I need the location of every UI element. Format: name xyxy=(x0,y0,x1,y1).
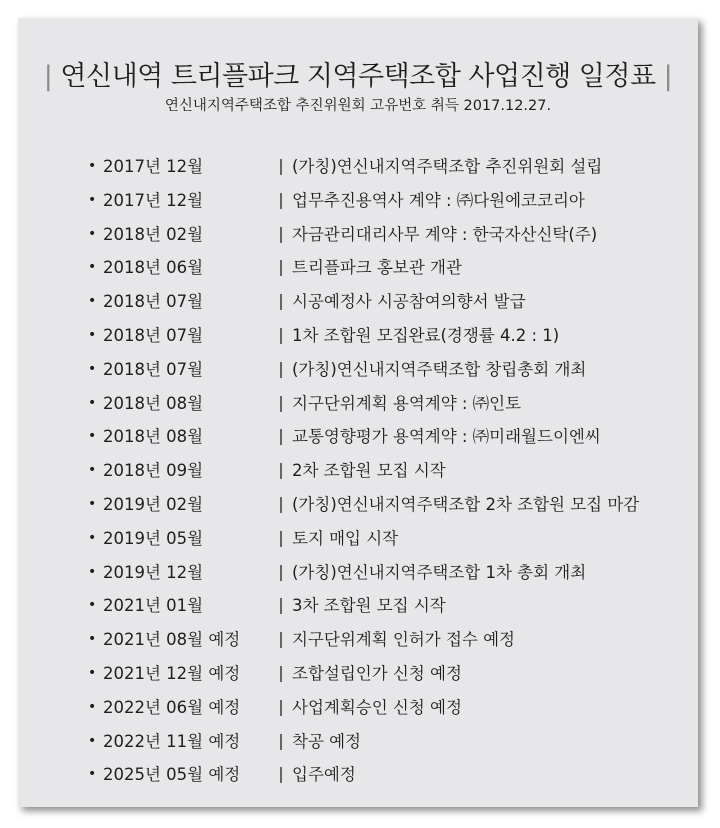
separator-divider xyxy=(280,193,282,209)
schedule-row xyxy=(18,454,698,488)
schedule-date: 2018년 08월 xyxy=(103,427,204,447)
separator-divider xyxy=(280,497,282,513)
schedule-description: 3차 조합원 모집 시작 xyxy=(292,596,446,616)
schedule-description: 업무추진용역사 계약 : ㈜다원에코코리아 xyxy=(292,190,585,210)
schedule-row xyxy=(18,691,698,725)
title-text: 연신내역 트리플파크 지역주택조합 사업진행 일정표 xyxy=(60,61,656,92)
separator-divider xyxy=(280,531,282,547)
schedule-card xyxy=(18,18,698,807)
bullet-icon: • xyxy=(88,259,97,276)
bullet-icon: • xyxy=(88,191,97,208)
bullet-icon: • xyxy=(88,597,97,614)
schedule-description: 사업계획승인 신청 예정 xyxy=(292,697,462,717)
schedule-description: 트리플파크 홍보관 개관 xyxy=(292,258,462,278)
separator-divider xyxy=(280,294,282,310)
title-bar-left: | xyxy=(43,61,53,92)
schedule-date: 2022년 06월 예정 xyxy=(103,697,241,717)
bullet-icon: • xyxy=(88,495,97,512)
schedule-date: 2022년 11월 예정 xyxy=(103,731,241,751)
separator-divider xyxy=(280,260,282,276)
bullet-icon: • xyxy=(88,631,97,648)
schedule-description: (가칭)연신내지역주택조합 창립총회 개최 xyxy=(292,359,587,379)
schedule-list xyxy=(18,150,698,792)
bullet-icon: • xyxy=(88,698,97,715)
schedule-row xyxy=(18,623,698,657)
schedule-date: 2025년 05월 예정 xyxy=(103,765,241,785)
schedule-row xyxy=(18,251,698,285)
schedule-date: 2019년 12월 xyxy=(103,562,204,582)
schedule-description: (가칭)연신내지역주택조합 1차 총회 개최 xyxy=(292,562,587,582)
schedule-row xyxy=(18,387,698,421)
bullet-icon: • xyxy=(88,664,97,681)
schedule-date: 2018년 09월 xyxy=(103,461,204,481)
schedule-date: 2019년 02월 xyxy=(103,494,204,514)
schedule-description: 교통영향평가 용역계약 : ㈜미래월드이엔씨 xyxy=(292,427,601,447)
bullet-icon: • xyxy=(88,394,97,411)
page-subtitle: 연신내지역주택조합 추진위원회 고유번호 취득 2017.12.27. xyxy=(164,98,552,114)
schedule-description: 1차 조합원 모집완료(경쟁률 4.2 : 1) xyxy=(292,325,560,345)
schedule-row xyxy=(18,522,698,556)
schedule-row xyxy=(18,218,698,252)
title-bar-right: | xyxy=(663,61,673,92)
schedule-date: 2017년 12월 xyxy=(103,190,204,210)
schedule-date: 2018년 06월 xyxy=(103,258,204,278)
schedule-row xyxy=(18,488,698,522)
separator-divider xyxy=(280,565,282,581)
schedule-date: 2018년 07월 xyxy=(103,359,204,379)
page-title xyxy=(18,54,698,93)
bullet-icon: • xyxy=(88,428,97,445)
separator-divider xyxy=(280,429,282,445)
bullet-icon: • xyxy=(88,732,97,749)
bullet-icon: • xyxy=(88,462,97,479)
bullet-icon: • xyxy=(88,225,97,242)
schedule-description: 지구단위계획 인허가 접수 예정 xyxy=(292,630,515,650)
bullet-icon: • xyxy=(88,158,97,174)
separator-divider xyxy=(280,396,282,412)
schedule-date: 2021년 01월 xyxy=(103,596,204,616)
schedule-row xyxy=(18,725,698,759)
schedule-description: 시공예정사 시공참여의향서 발급 xyxy=(292,292,526,312)
schedule-date: 2018년 08월 xyxy=(103,393,204,413)
schedule-date: 2018년 07월 xyxy=(103,325,204,345)
separator-divider xyxy=(280,700,282,716)
schedule-date: 2021년 12월 예정 xyxy=(103,663,241,683)
separator-divider xyxy=(280,666,282,682)
schedule-description: (가칭)연신내지역주택조합 2차 조합원 모집 마감 xyxy=(292,494,640,514)
schedule-description: 입주예정 xyxy=(292,765,356,785)
schedule-row xyxy=(18,319,698,353)
separator-divider xyxy=(280,598,282,614)
schedule-date: 2019년 05월 xyxy=(103,528,204,548)
separator-divider xyxy=(280,328,282,344)
bullet-icon: • xyxy=(88,326,97,343)
separator-divider xyxy=(280,632,282,648)
separator-divider xyxy=(280,767,282,783)
separator-divider xyxy=(280,227,282,243)
bullet-icon: • xyxy=(88,360,97,377)
schedule-description: 2차 조합원 모집 시작 xyxy=(292,461,446,481)
schedule-description: 자금관리대리사무 계약 : 한국자산신탁(주) xyxy=(292,224,598,244)
schedule-row xyxy=(18,657,698,691)
schedule-row xyxy=(18,353,698,387)
schedule-row xyxy=(18,150,698,184)
separator-divider xyxy=(280,463,282,479)
separator-divider xyxy=(280,159,282,175)
schedule-description: 조합설립인가 신청 예정 xyxy=(292,663,462,683)
schedule-row xyxy=(18,285,698,319)
separator-divider xyxy=(280,362,282,378)
schedule-row xyxy=(18,758,698,792)
schedule-description: 착공 예정 xyxy=(292,731,362,751)
schedule-date: 2017년 12월 xyxy=(103,157,204,176)
schedule-date: 2021년 08월 예정 xyxy=(103,630,241,650)
schedule-row xyxy=(18,589,698,623)
schedule-row xyxy=(18,556,698,590)
schedule-row xyxy=(18,420,698,454)
schedule-date: 2018년 07월 xyxy=(103,292,204,312)
bullet-icon: • xyxy=(88,529,97,546)
schedule-date: 2018년 02월 xyxy=(103,224,204,244)
schedule-description: 토지 매입 시작 xyxy=(292,528,399,548)
separator-divider xyxy=(280,734,282,750)
bullet-icon: • xyxy=(88,766,97,783)
schedule-description: (가칭)연신내지역주택조합 추진위원회 설립 xyxy=(292,157,603,176)
schedule-description: 지구단위계획 용역계약 : ㈜인토 xyxy=(292,393,522,413)
schedule-row xyxy=(18,184,698,218)
bullet-icon: • xyxy=(88,293,97,310)
bullet-icon: • xyxy=(88,563,97,580)
